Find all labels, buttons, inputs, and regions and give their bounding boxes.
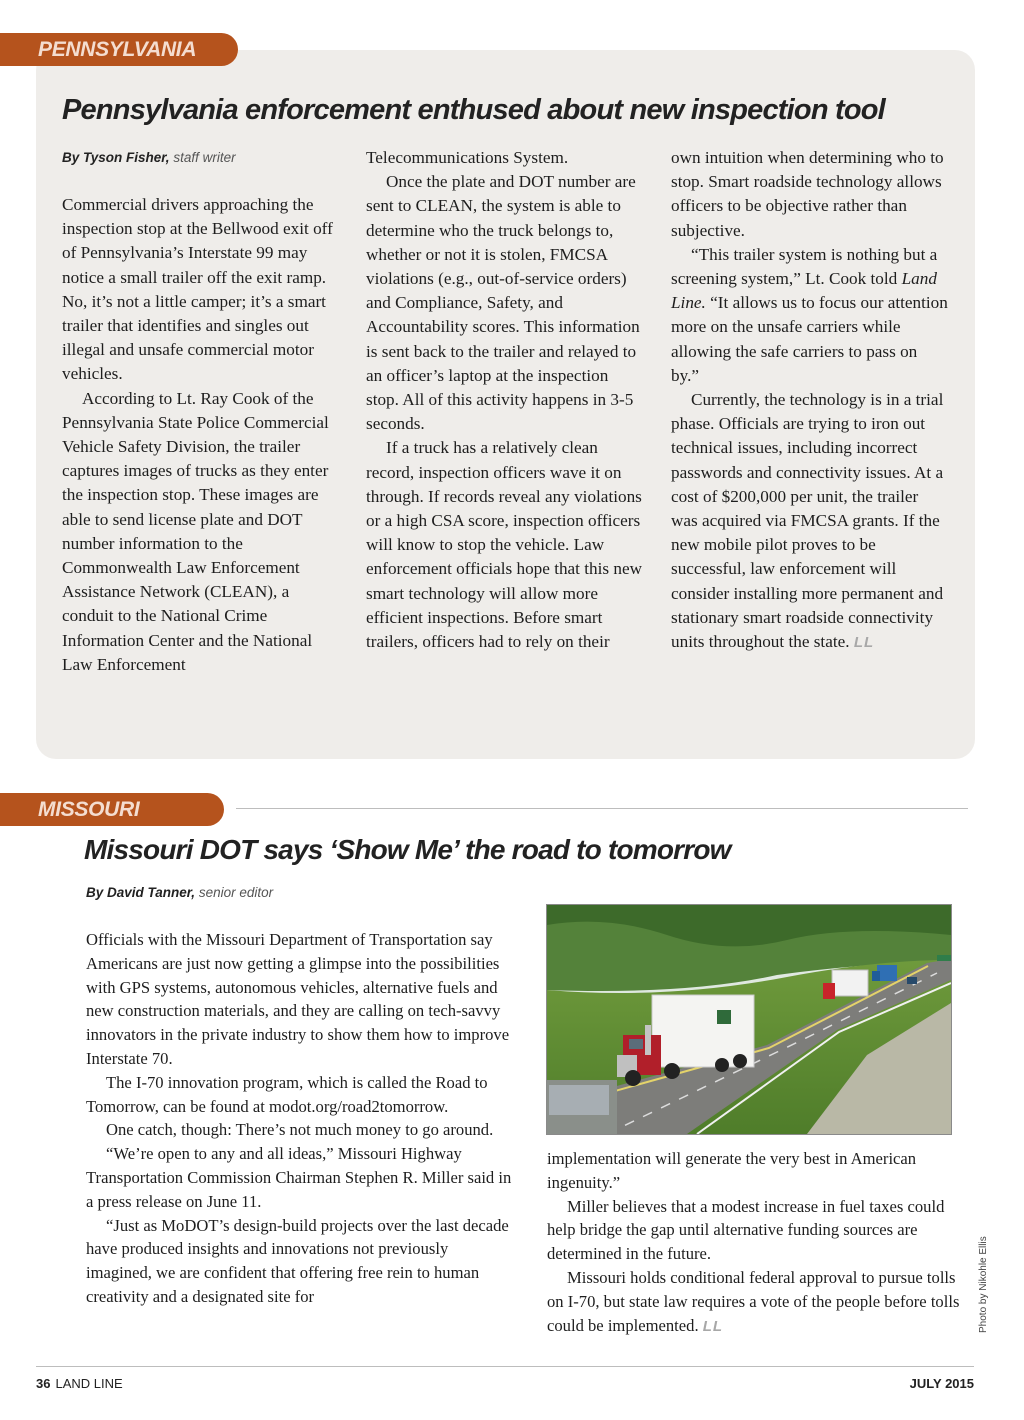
pennsylvania-column-1 — [62, 193, 340, 677]
paragraph: Miller believes that a modest increase in fuel taxes could help bridge the gap until alternative funding sources are determined in the future. — [547, 1196, 945, 1264]
paragraph: Once the plate and DOT number are sent to CLEAN, the system is able to determine who the truck belongs to, whether or not it is stolen, FMCSA violations (e.g., out-of-service orders) and Compliance, Safety, and Accountability scores. This information is sent back to the trailer and relayed to an officer’s laptop at the inspection stop. All of this activity happens in 3-5 seconds. — [366, 172, 640, 434]
footer-divider — [36, 1366, 974, 1367]
quote-text: “This trailer system is nothing but a screening system,” Lt. Cook told — [671, 244, 938, 289]
missouri-column-1 — [86, 928, 518, 1309]
byline-author: By David Tanner, — [86, 885, 196, 900]
paragraph-text: Currently, the technology is in a trial phase. Officials are trying to iron out technical issues, including incorrect passwords and connectivity issues. At a cost of $200,000 per unit, the trailer was acquired via FMCSA grants. If the new mobile pilot proves to be successful, law enforcement will consider installing more permanent and stationary smart roadside connectivity units throughout the state. — [671, 390, 944, 652]
photo-credit: Photo by Nikohle Ellis — [978, 1236, 989, 1333]
paragraph: “Just as MoDOT’s design-build projects over the last decade have produced insights and innovations not previously imagined, we are confident that offering free rein to human creativity and a designated site for — [86, 1215, 509, 1306]
end-mark: LL — [853, 634, 875, 652]
pennsylvania-byline — [62, 150, 236, 165]
paragraph — [671, 243, 949, 388]
paragraph: own intuition when determining who to stop. Smart roadside technology allows officers to be objective rather than subjective. — [671, 148, 944, 240]
byline-role: staff writer — [173, 150, 236, 165]
pennsylvania-headline: Pennsylvania enforcement enthused about new inspection tool — [62, 94, 885, 126]
paragraph: If a truck has a relatively clean record, inspection officers wave it on through. If records reveal any violations or a high CSA score, inspection officers will know to stop the vehicle. Law enforcement officials hope that this new smart technology will allow more efficient inspections. Before smart trailers, officers had to rely on their — [366, 438, 643, 652]
byline-author: By Tyson Fisher, — [62, 150, 170, 165]
quote-text: “It allows us to focus our attention more on the unsafe carriers while allowing the safe carriers to pass on by.” — [671, 293, 948, 385]
paragraph: One catch, though: There’s not much money to go around. — [106, 1120, 494, 1140]
paragraph: The I-70 innovation program, which is called the Road to Tomorrow, can be found at modot.org/road2tomorrow. — [86, 1072, 488, 1116]
missouri-column-2 — [547, 1147, 967, 1338]
section-tab-missouri: MISSOURI — [0, 793, 224, 826]
paragraph: Commercial drivers approaching the inspection stop at the Bellwood exit off of Pennsylvania’s Interstate 99 may notice a small trailer off the exit ramp. No, it’s not a little camper; it’s a smart trailer that identifies and singles out illegal and unsafe commercial motor vehicles. — [62, 195, 333, 384]
page-folio — [36, 1376, 123, 1391]
end-mark: LL — [702, 1317, 724, 1335]
truck-highway-illustration — [547, 905, 951, 1134]
issue-date: JULY 2015 — [909, 1376, 974, 1391]
truck-highway-photo — [546, 904, 952, 1135]
byline-role: senior editor — [198, 885, 274, 900]
paragraph — [547, 1266, 967, 1338]
section-tab-pennsylvania: PENNSYLVANIA — [0, 33, 238, 66]
section-divider — [236, 808, 968, 809]
paragraph: According to Lt. Ray Cook of the Pennsylvania State Police Commercial Vehicle Safety Division, the trailer captures images of trucks as they enter the inspection stop. These images are able to send license plate and DOT number information to the Commonwealth Law Enforcement Assistance Network (CLEAN), a conduit to the National Crime Information Center and the National Law Enforcement — [62, 388, 329, 674]
paragraph: Officials with the Missouri Department of Transportation say Americans are just now getting a glimpse into the possibilities with GPS systems, autonomous vehicles, alternative fuels and new construction materials, and they are calling on tech-savvy innovators in the private industry to show them how to improve Interstate 70. — [86, 930, 510, 1068]
paragraph: “We’re open to any and all ideas,” Missouri Highway Transportation Commission Chairman Stephen R. Miller said in a press release on June 11. — [86, 1144, 512, 1211]
pennsylvania-column-2 — [366, 146, 644, 654]
magazine-name: LAND LINE — [55, 1376, 123, 1391]
missouri-headline: Missouri DOT says ‘Show Me’ the road to tomorrow — [84, 834, 731, 865]
paragraph-text: Missouri holds conditional federal approval to pursue tolls on I-70, but state law requires a vote of the people before tolls could be implemented. — [547, 1267, 960, 1335]
paragraph: implementation will generate the very best in American ingenuity.” — [547, 1149, 917, 1192]
missouri-byline — [86, 885, 273, 900]
paragraph: Telecommunications System. — [366, 148, 569, 167]
pennsylvania-column-3 — [671, 146, 949, 655]
paragraph — [671, 388, 949, 655]
page-number: 36 — [36, 1376, 51, 1391]
publication-name: Land Line. — [671, 269, 937, 313]
